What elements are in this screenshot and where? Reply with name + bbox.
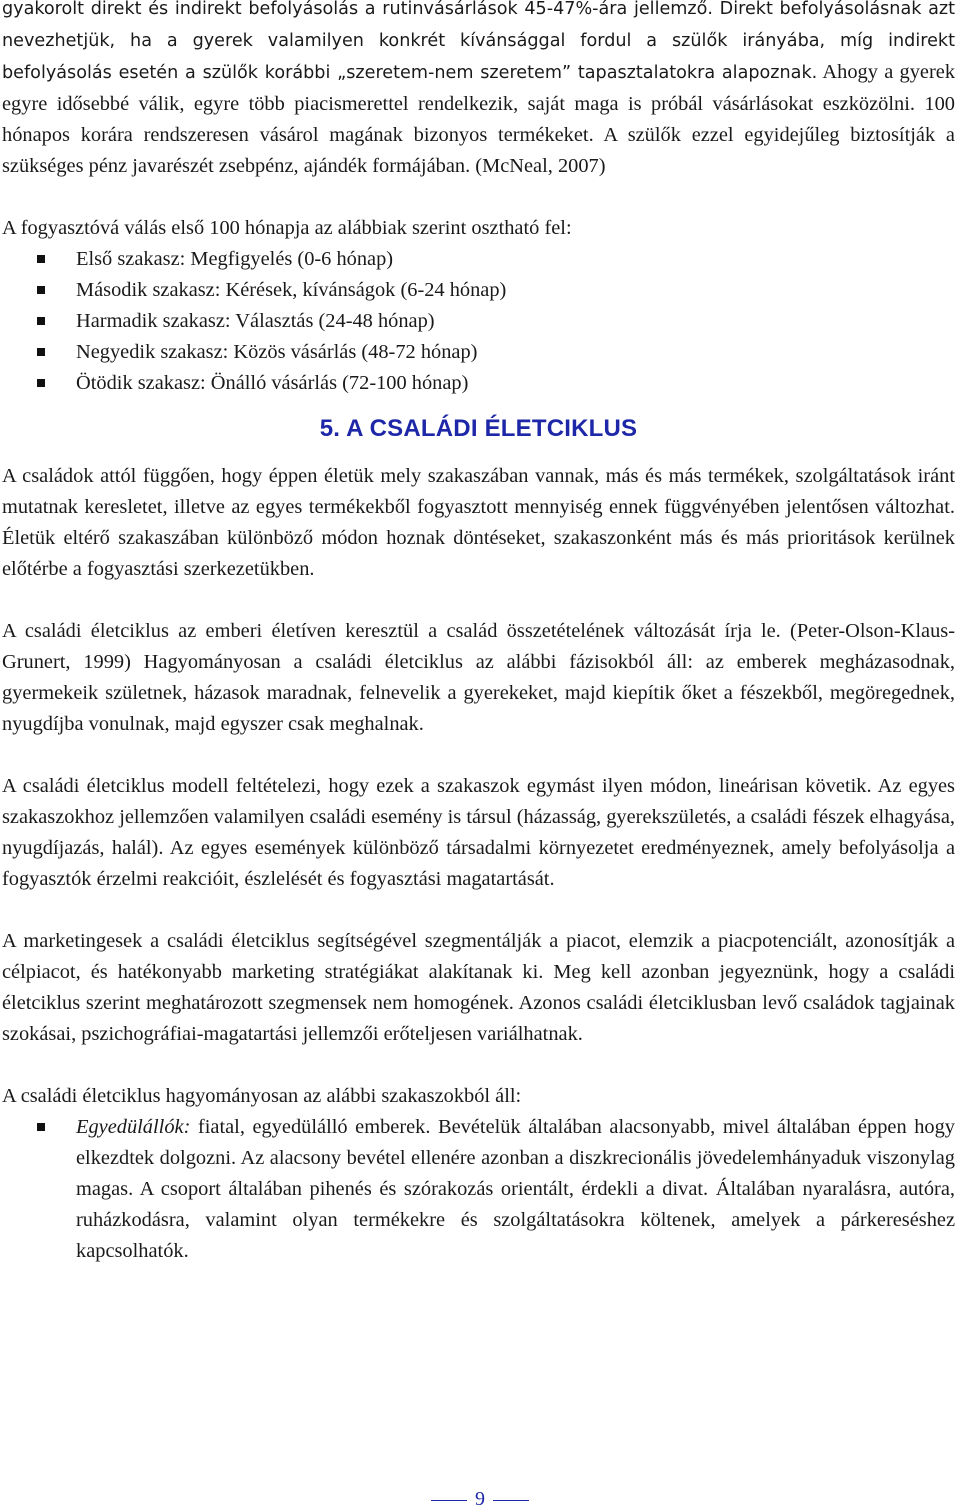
list-item: Harmadik szakasz: Választás (24-48 hónap) [2, 306, 955, 337]
bullet-icon [37, 317, 45, 325]
section-heading: 5. A CSALÁDI ÉLETCIKLUS [319, 415, 638, 442]
intro-serif-text: Ahogy a gyerek egyre idősebbé válik, egyre több piacismerettel rendelkezik, saját maga is próbál vásárlásokat eszközölni. 100 hónapos korára rendszeresen vásárol magának bizonyos termékeket. A szülők ezzel egyidejűleg biztosítják a szükséges pénz javarészét zsebpénz, ajándék formájában. (McNeal, 2007) [2, 61, 956, 177]
spacer [2, 182, 955, 213]
bullet-icon [37, 286, 45, 294]
document-page [2, 0, 955, 1267]
bullet-icon [37, 255, 45, 263]
lifecycle-lead: A családi életciklus hagyományosan az alábbi szakaszokból áll: [2, 1085, 522, 1107]
spacer [2, 1050, 955, 1081]
list-item: Második szakasz: Kérések, kívánságok (6-24 hónap) [2, 275, 955, 306]
bullet-icon [37, 1123, 45, 1131]
list-item: Ötödik szakasz: Önálló vásárlás (72-100 hónap) [2, 368, 955, 399]
stages-list [2, 244, 955, 399]
list-item: Első szakasz: Megfigyelés (0-6 hónap) [2, 244, 955, 275]
term: Egyedülállók: [76, 1116, 191, 1138]
stages-lead: A fogyasztóvá válás első 100 hónapja az alábbiak szerint osztható fel: [2, 217, 572, 239]
spacer [2, 740, 955, 771]
paragraph: A családi életciklus az emberi életíven keresztül a család összetételének változását írja le. (Peter-Olson-Klaus-Grunert, 1999) Hagyományosan a családi életciklus az alábbi fázisokból áll: az emberek megházasodnak, gyermekeik születnek, házasok maradnak, felnevelik a gyerekeket, majd kiepítik őket a fészekből, megöregednek, nyugdíjba vonulnak, majd egyszer csak meghalnak. [2, 620, 955, 735]
paragraph: A családok attól függően, hogy éppen életük mely szakaszában vannak, más és más termékek, szolgáltatások iránt mutatnak keresletet, illetve az egyes termékekből fogyasztott mennyiség ennek függvényében jelentősen változhat. Életük eltérő szakaszában különböző módon hoznak döntéseket, szakaszonként más és más prioritások kerülnek előtérbe a fogyasztási szerkezetükben. [2, 465, 955, 580]
page-footer [0, 1487, 960, 1511]
list-item [2, 1112, 955, 1267]
intro-paragraph [2, 0, 955, 182]
bullet-icon [37, 379, 45, 387]
page-number: 9 [475, 1488, 485, 1510]
footer-rule-right [493, 1500, 529, 1501]
bullet-icon [37, 348, 45, 356]
paragraph: A marketingesek a családi életciklus segítségével szegmentálják a piacot, elemzik a piacpotenciált, azonosítják a célpiacot, és hatékonyabb marketing stratégiákat alakítanak ki. Meg kell azonban jegyeznünk, hogy a családi életciklus szerint meghatározott szegmensek nem homogének. Azonos családi életciklusban levő családok tagjainak szokásai, pszichográfiai-magatartási jellemzői erőteljesen variálhatnak. [2, 930, 955, 1045]
section-heading-wrap [2, 399, 955, 461]
spacer [2, 585, 955, 616]
lifecycle-list [2, 1112, 955, 1267]
term-description: fiatal, egyedülálló emberek. Bevételük általában alacsonyabb, mivel általában éppen hogy elkezdtek dolgozni. Az alacsony bevétel ellenére azonban a diszkrecionális jövedelemhányaduk viszonylag magas. A csoport általában pihenés és szórakozás orientált, érdekli a divat. Általában nyaralásra, autóra, ruházkodásra, valamint olyan termékekre és szolgáltatásokra költenek, amelyek a párkereséshez kapcsolhatók. [76, 1116, 955, 1262]
paragraph: A családi életciklus modell feltételezi, hogy ezek a szakaszok egymást ilyen módon, lineárisan követik. Az egyes szakaszokhoz jellemzően valamilyen családi esemény is társul (házasság, gyerekszületés, a családi fészek elhagyása, nyugdíjazás, halál). Az egyes események különböző társadalmi környezetet eredményeznek, amely befolyásolja a fogyasztók érzelmi reakcióit, észlelését és fogyasztási magatartását. [2, 775, 955, 890]
intro-sans-text: gyakorolt direkt és indirekt befolyásolás a rutinvásárlások 45-47%-ára jellemző. Direkt befolyásolásnak azt nevezhetjük, ha a gyerek valamilyen konkrét kívánsággal fordul a szülők irányába, míg indirekt befolyásolás esetén a szülők korábbi „szeretem-nem szeretem” tapasztalatokra alapoznak. [2, 0, 955, 83]
spacer [2, 895, 955, 926]
footer-rule-left [431, 1500, 467, 1501]
list-item: Negyedik szakasz: Közös vásárlás (48-72 hónap) [2, 337, 955, 368]
